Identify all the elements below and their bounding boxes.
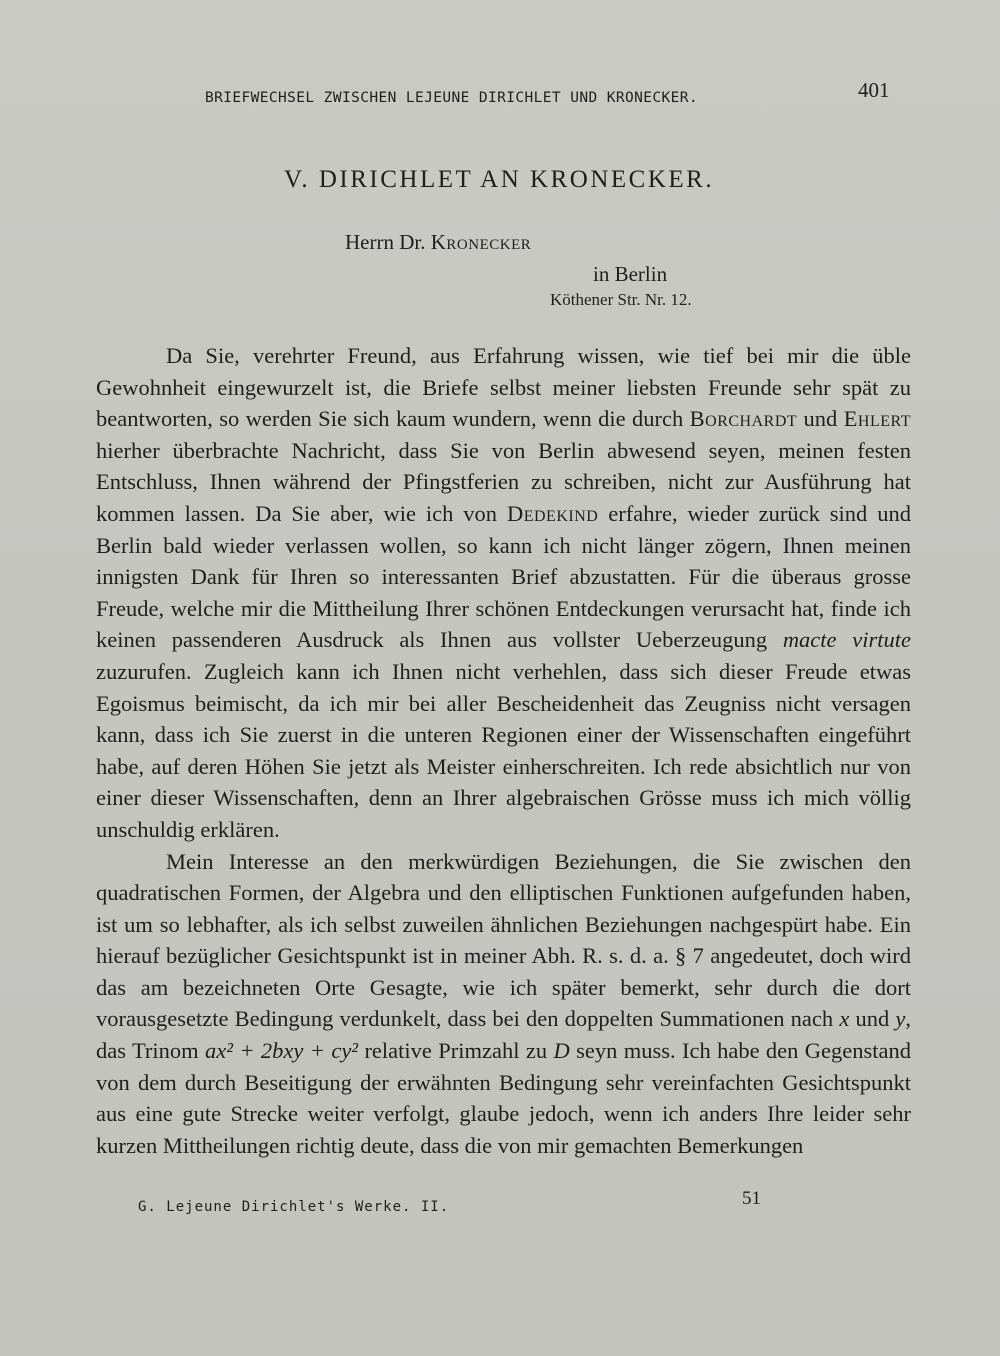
address-recipient-line <box>345 230 531 255</box>
person-name: Ehlert <box>843 406 912 432</box>
text-run: und <box>855 1006 890 1032</box>
sheet-number: 51 <box>742 1188 761 1209</box>
text-run: , das Trinom <box>96 1006 912 1064</box>
text-run: Da Sie, verehrter Freund, aus Erfahrung wissen, wie tief bei mir die üble Gewohnheit eingewurzelt ist, die Briefe selbst meiner liebsten Freunde sehr spät zu beantworten, so werden Sie sich kaum wundern, wenn die durch <box>96 343 911 432</box>
person-name: Dedekind <box>506 500 599 526</box>
paragraph-1 <box>96 340 911 846</box>
text-run: seyn muss. Ich habe den Gegenstand von dem durch Beseitigung der erwähnten Bedingung sehr vereinfachten Gesichtspunkt aus eine gute Strecke weiter verfolgt, glaube jedoch, wenn ich anders Ihre leider sehr kurzen Mittheilungen richtig deute, dass die von mir gemachten Bemerkungen <box>96 1038 911 1158</box>
text-run: und <box>803 406 838 432</box>
footer-signature: G. Lejeune Dirichlet's Werke. II. <box>138 1199 450 1215</box>
person-name: Borchardt <box>689 406 798 432</box>
address-street: Köthener Str. Nr. 12. <box>550 290 692 309</box>
letter-body <box>96 340 911 1161</box>
text-run: Mein Interesse an den merkwürdigen Beziehungen, die Sie zwischen den quadratischen Formen, der Algebra und den elliptischen Funktionen aufgefunden haben, ist um so lebhafter, als ich selbst zuweilen ähnlichen Beziehungen nachgespürt habe. Ein hierauf bezüglicher Gesichtspunkt ist in meiner Abh. R. s. d. a. § 7 angedeutet, doch wird das am bezeichneten Orte Gesagte, wie ich später bemerkt, sehr durch die dort vorausgesetzte Bedingung verdunkelt, dass bei den doppelten Summationen nach <box>96 848 911 1032</box>
text-run: relative Primzahl zu <box>364 1038 548 1064</box>
math-formula: ax² + 2bxy + cy² <box>205 1038 359 1064</box>
chapter-title: V. DIRICHLET AN KRONECKER. <box>284 166 715 193</box>
text-run: hierher überbrachte Nachricht, dass Sie von Berlin abwesend seyen, meinen festen Entschluss, Ihnen während der Pfingstferien zu schreiben, nicht zur Ausführung hat kommen lassen. Da Sie aber, wie ich von <box>96 437 911 526</box>
text-run: zuzurufen. Zugleich kann ich Ihnen nicht verhehlen, dass sich dieser Freude etwas Egoismus beimischt, da ich mir bei aller Bescheidenheit das Zeugniss nicht versagen kann, dass ich Sie zuerst in die unteren Regionen einer der Wissenschaften eingeführt habe, auf deren Höhen Sie jetzt als Meister einherschreiten. Ich rede absichtlich nur von einer dieser Wissenschaften, denn an Ihrer algebraischen Grösse muss ich mich völlig unschuldig erklären. <box>96 658 911 842</box>
math-variable: D <box>553 1038 570 1064</box>
paragraph-2 <box>96 846 911 1162</box>
address-city: in Berlin <box>593 262 668 286</box>
salutation-prefix: Herrn Dr. <box>345 230 426 254</box>
latin-phrase: macte virtute <box>782 627 911 653</box>
running-head: BRIEFWECHSEL ZWISCHEN LEJEUNE DIRICHLET UND KRONECKER. <box>205 90 699 106</box>
recipient-name: Kronecker <box>430 230 532 254</box>
math-variable: x <box>839 1006 850 1032</box>
page-number: 401 <box>858 78 890 102</box>
math-variable: y <box>895 1006 906 1032</box>
text-run: erfahre, wieder zurück sind und Berlin bald wieder verlassen wollen, so kann ich nicht länger zögern, Ihnen meinen innigsten Dank für Ihren so interessanten Brief abzustatten. Für die überaus grosse Freude, welche mir die Mittheilung Ihrer schönen Entdeckungen verursacht hat, finde ich keinen passenderen Ausdruck als Ihnen aus vollster Ueberzeugung <box>96 500 911 653</box>
